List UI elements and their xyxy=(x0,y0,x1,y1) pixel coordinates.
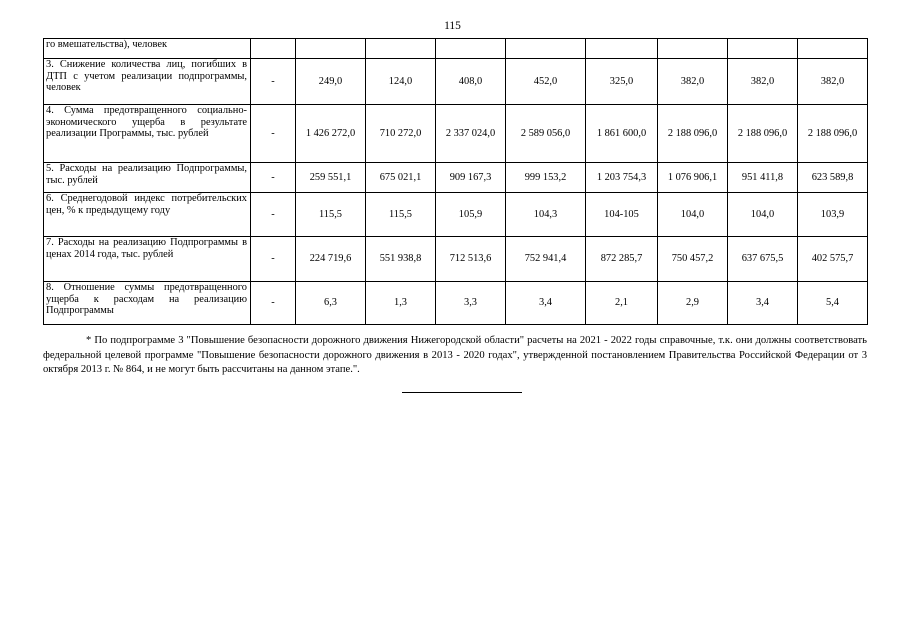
table-cell: 623 589,8 xyxy=(798,163,868,193)
row-label: 3. Снижение количества лиц, погибших в ДТП с учетом реализации подпрограммы, человек xyxy=(44,59,251,105)
table-cell: 224 719,6 xyxy=(296,237,366,282)
table-cell xyxy=(658,39,728,59)
row-label: го вмешательства), человек xyxy=(44,39,251,59)
table-cell: 105,9 xyxy=(436,193,506,237)
table-cell: 951 411,8 xyxy=(728,163,798,193)
table-cell: 551 938,8 xyxy=(366,237,436,282)
table-cell: 637 675,5 xyxy=(728,237,798,282)
table-cell: 675 021,1 xyxy=(366,163,436,193)
table-cell: 2 188 096,0 xyxy=(798,105,868,163)
table-cell: 402 575,7 xyxy=(798,237,868,282)
end-divider xyxy=(402,392,522,393)
table-cell: 382,0 xyxy=(728,59,798,105)
table-cell: - xyxy=(251,282,296,325)
table-cell: - xyxy=(251,237,296,282)
table-cell: 124,0 xyxy=(366,59,436,105)
table-row xyxy=(44,193,868,237)
row-label: 7. Расходы на реализацию Подпрограммы в ценах 2014 года, тыс. рублей xyxy=(44,237,251,282)
table-cell xyxy=(506,39,586,59)
table-cell xyxy=(586,39,658,59)
table-cell: 325,0 xyxy=(586,59,658,105)
table-cell: - xyxy=(251,193,296,237)
table-cell: 6,3 xyxy=(296,282,366,325)
table-row xyxy=(44,282,868,325)
table-cell: - xyxy=(251,59,296,105)
table-cell: 710 272,0 xyxy=(366,105,436,163)
table-cell: - xyxy=(251,163,296,193)
row-label: 5. Расходы на реализацию Подпрограммы, тыс. рублей xyxy=(44,163,251,193)
table-cell: 249,0 xyxy=(296,59,366,105)
table-cell: 3,4 xyxy=(506,282,586,325)
table-cell: 1 203 754,3 xyxy=(586,163,658,193)
table-cell: 104,0 xyxy=(728,193,798,237)
footnote-text: * По подпрограмме 3 "Повышение безопасности дорожного движения Нижегородской области" расчеты на 2021 - 2022 годы справочные, т.к. они должны соответствовать федеральной целевой программе "Повышение безопасности дорожного движения в 2013 - 2020 годах", утвержденной постановлением Правительства Российской Федерации от 3 октября 2013 г. № 864, и не могут быть рассчитаны на данном этапе.". xyxy=(43,335,867,376)
table-cell xyxy=(436,39,506,59)
table-cell: 2 188 096,0 xyxy=(658,105,728,163)
table-cell: 999 153,2 xyxy=(506,163,586,193)
table-cell: 3,3 xyxy=(436,282,506,325)
table-row xyxy=(44,163,868,193)
table-cell: 382,0 xyxy=(798,59,868,105)
table-cell: 2,9 xyxy=(658,282,728,325)
indicators-table xyxy=(43,38,868,325)
table-row xyxy=(44,105,868,163)
table-cell: 115,5 xyxy=(366,193,436,237)
page-number: 115 xyxy=(444,20,461,32)
table-cell: 104,3 xyxy=(506,193,586,237)
table-cell: 909 167,3 xyxy=(436,163,506,193)
table-cell xyxy=(728,39,798,59)
table-cell xyxy=(296,39,366,59)
table-cell: 1,3 xyxy=(366,282,436,325)
table-cell: 452,0 xyxy=(506,59,586,105)
table-row xyxy=(44,237,868,282)
footnote xyxy=(43,334,867,378)
table-row xyxy=(44,39,868,59)
table-cell xyxy=(251,39,296,59)
table-row xyxy=(44,59,868,105)
table-cell: 115,5 xyxy=(296,193,366,237)
table-cell: 104-105 xyxy=(586,193,658,237)
row-label: 4. Сумма предотвращенного социально-экономического ущерба в результате реализации Программы, тыс. рублей xyxy=(44,105,251,163)
table-cell: 3,4 xyxy=(728,282,798,325)
table-cell: 382,0 xyxy=(658,59,728,105)
row-label: 8. Отношение суммы предотвращенного ущерба к расходам на реализацию Подпрограммы xyxy=(44,282,251,325)
table-cell: 872 285,7 xyxy=(586,237,658,282)
table-cell: 2 337 024,0 xyxy=(436,105,506,163)
table-cell: 1 076 906,1 xyxy=(658,163,728,193)
table-cell: 259 551,1 xyxy=(296,163,366,193)
table-cell: 2,1 xyxy=(586,282,658,325)
table-cell: 712 513,6 xyxy=(436,237,506,282)
table-cell: 103,9 xyxy=(798,193,868,237)
row-label: 6. Среднегодовой индекс потребительских цен, % к предыдущему году xyxy=(44,193,251,237)
table-cell: 104,0 xyxy=(658,193,728,237)
table-cell: 2 188 096,0 xyxy=(728,105,798,163)
table-cell: 750 457,2 xyxy=(658,237,728,282)
table-cell: 1 861 600,0 xyxy=(586,105,658,163)
table-cell: 5,4 xyxy=(798,282,868,325)
table-cell: - xyxy=(251,105,296,163)
table-cell: 408,0 xyxy=(436,59,506,105)
table-cell xyxy=(366,39,436,59)
table-cell: 1 426 272,0 xyxy=(296,105,366,163)
table-cell: 2 589 056,0 xyxy=(506,105,586,163)
table-cell: 752 941,4 xyxy=(506,237,586,282)
table-cell xyxy=(798,39,868,59)
